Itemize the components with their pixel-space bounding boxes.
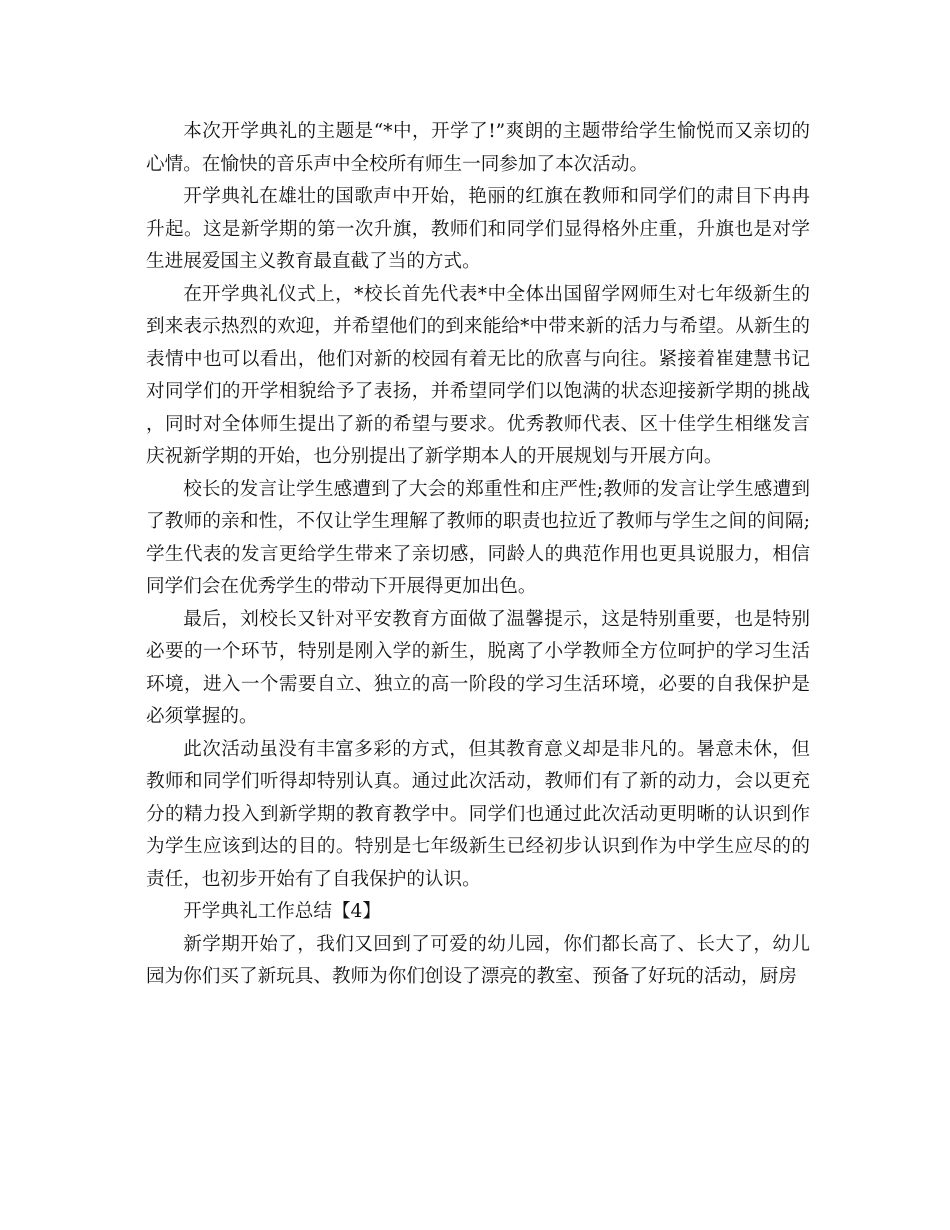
paragraph-flag-raising: 开学典礼在雄壮的国歌声中开始，艳丽的红旗在教师和同学们的肃目下冉冉升起。这是新学期的第一次升旗，教师们和同学们显得格外庄重，升旗也是对学生进展爱国主义教育最直截了当的方式。 <box>146 186 810 272</box>
paragraph-safety-education: 最后，刘校长又针对平安教育方面做了温馨提示，这是特别重要，也是特别必要的一个环节，特别是刚入学的新生，脱离了小学教师全方位呵护的学习生活环境，进入一个需要自立、独立的高一阶段的学习生活环境，必要的自我保护是必须掌握的。 <box>146 608 810 727</box>
paragraph-new-semester: 新学期开始了，我们又回到了可爱的幼儿园，你们都长高了、长大了，幼儿园为你们买了新玩具、教师为你们创设了漂亮的教室、预备了好玩的活动，厨房 <box>146 933 810 987</box>
paragraph-ceremony-speeches: 在开学典礼仪式上，*校长首先代表*中全体出国留学网师生对七年级新生的到来表示热烈的欢迎，并希望他们的到来能给*中带来新的活力与希望。从新生的表情中也可以看出，他们对新的校园有着无比的欣喜与向往。紧接着崔建慧书记对同学们的开学相貌给予了表扬，并希望同学们以饱满的状态迎接新学期的挑战，同时对全体师生提出了新的希望与要求。优秀教师代表、区十佳学生相继发言庆祝新学期的开始，也分别提出了新学期本人的开展规划与开展方向。 <box>146 283 810 467</box>
section-heading: 开学典礼工作总结【4】 <box>183 901 381 922</box>
paragraph-speech-effects: 校长的发言让学生感遭到了大会的郑重性和庄严性;教师的发言让学生感遭到了教师的亲和性，不仅让学生理解了教师的职责也拉近了教师与学生之间的间隔;学生代表的发言更给学生带来了亲切感，同龄人的典范作用也更具说服力，相信同学们会在优秀学生的带动下开展得更加出色。 <box>146 478 810 597</box>
document-body <box>146 116 810 994</box>
paragraph-theme: 本次开学典礼的主题是“*中，开学了!”爽朗的主题带给学生愉悦而又亲切的心情。在愉快的音乐声中全校所有师生一同参加了本次活动。 <box>146 121 810 175</box>
paragraph-activity-significance: 此次活动虽没有丰富多彩的方式，但其教育意义却是非凡的。暑意未休，但教师和同学们听得却特别认真。通过此次活动，教师们有了新的动力，会以更充分的精力投入到新学期的教育教学中。同学们也通过此次活动更明晰的认识到作为学生应该到达的目的。特别是七年级新生已经初步认识到作为中学生应尽的的责任，也初步开始有了自我保护的认识。 <box>146 738 810 890</box>
